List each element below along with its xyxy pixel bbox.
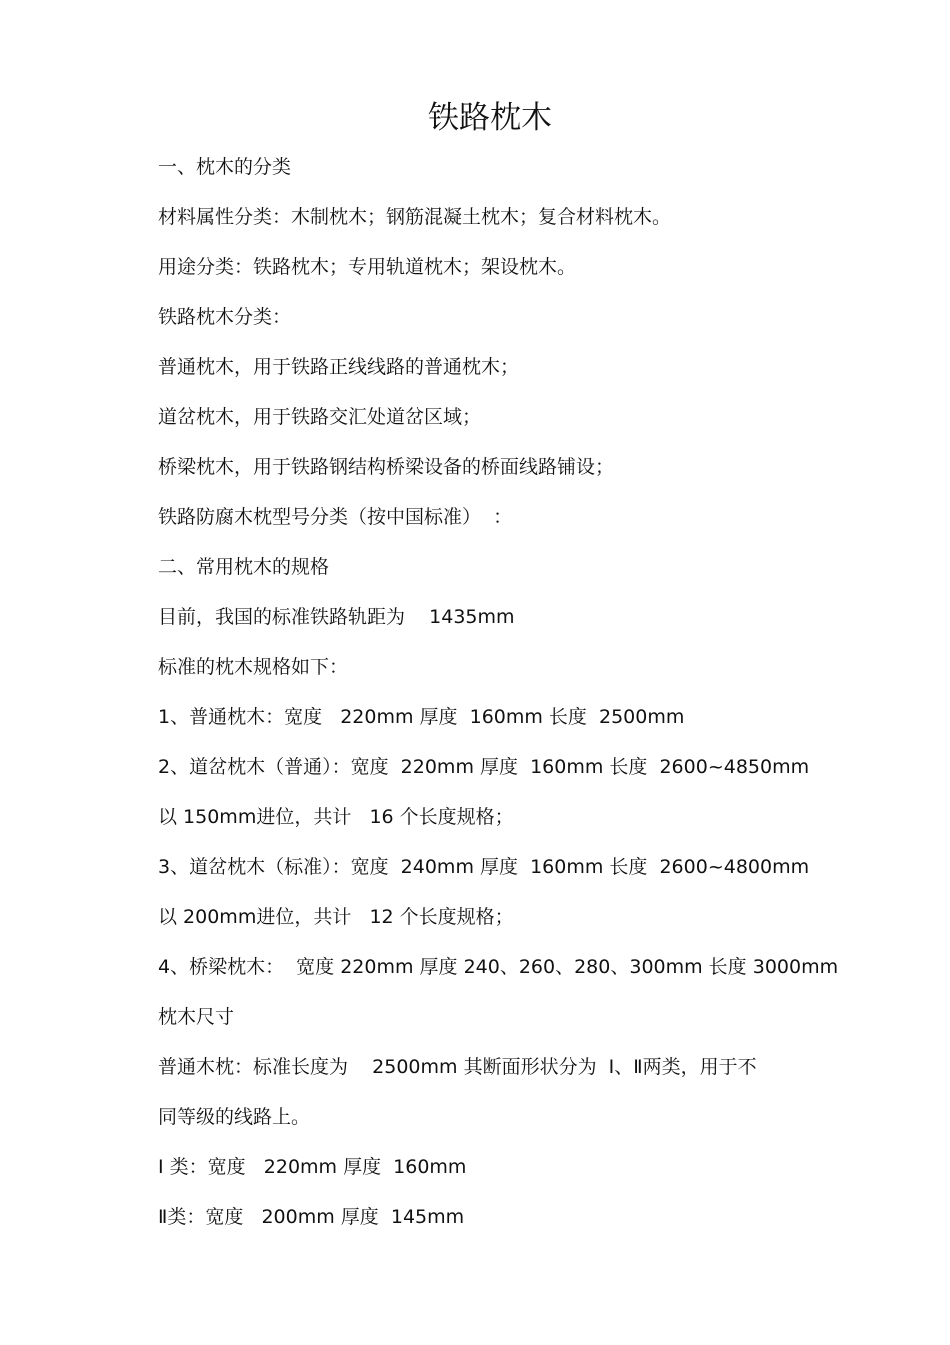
spec-item-turnout-ordinary: 2、道岔枕木（普通）：宽度 220mm 厚度 160mm 长度 2600~4850mm <box>158 756 810 778</box>
text-railway-sleeper-classification: 铁路枕木分类： <box>158 306 292 328</box>
text-standard-specs-intro: 标准的枕木规格如下： <box>158 656 349 678</box>
heading-common-specs: 二、常用枕木的规格 <box>158 556 330 578</box>
spec-class-two: Ⅱ类：宽度 200mm 厚度 145mm <box>158 1206 465 1228</box>
spec-item-turnout-ordinary-continued: 以 150mm进位，共计 16 个长度规格； <box>158 806 514 828</box>
text-model-classification: 铁路防腐木枕型号分类（按中国标准） ： <box>158 506 513 528</box>
text-material-classification: 材料属性分类：木制枕木；钢筋混凝土枕木；复合材料枕木。 <box>158 206 672 228</box>
heading-sleeper-size: 枕木尺寸 <box>158 1006 235 1028</box>
text-usage-classification: 用途分类：铁路枕木；专用轨道枕木；架设枕木。 <box>158 256 577 278</box>
spec-item-ordinary: 1、普通枕木：宽度 220mm 厚度 160mm 长度 2500mm <box>158 706 685 728</box>
document-title: 铁路枕木 <box>428 100 552 136</box>
heading-classification: 一、枕木的分类 <box>158 156 292 178</box>
spec-item-turnout-standard: 3、道岔枕木（标准）：宽度 240mm 厚度 160mm 长度 2600~4800mm <box>158 856 810 878</box>
spec-item-bridge: 4、桥梁枕木： 宽度 220mm 厚度 240、260、280、300mm 长度 3000mm <box>158 956 839 978</box>
spec-item-turnout-standard-continued: 以 200mm进位，共计 12 个长度规格； <box>158 906 514 928</box>
text-track-gauge: 目前，我国的标准铁路轨距为 1435mm <box>158 606 515 628</box>
text-ordinary-wood-sleeper: 普通木枕：标准长度为 2500mm 其断面形状分为 Ⅰ、Ⅱ两类，用于不 <box>158 1056 757 1078</box>
text-turnout-sleeper: 道岔枕木，用于铁路交汇处道岔区域； <box>158 406 482 428</box>
text-ordinary-sleeper: 普通枕木，用于铁路正线线路的普通枕木； <box>158 356 520 378</box>
text-ordinary-wood-sleeper-continued: 同等级的线路上。 <box>158 1106 311 1128</box>
spec-class-one: Ⅰ 类：宽度 220mm 厚度 160mm <box>158 1156 467 1178</box>
text-bridge-sleeper: 桥梁枕木，用于铁路钢结构桥梁设备的桥面线路铺设； <box>158 456 615 478</box>
